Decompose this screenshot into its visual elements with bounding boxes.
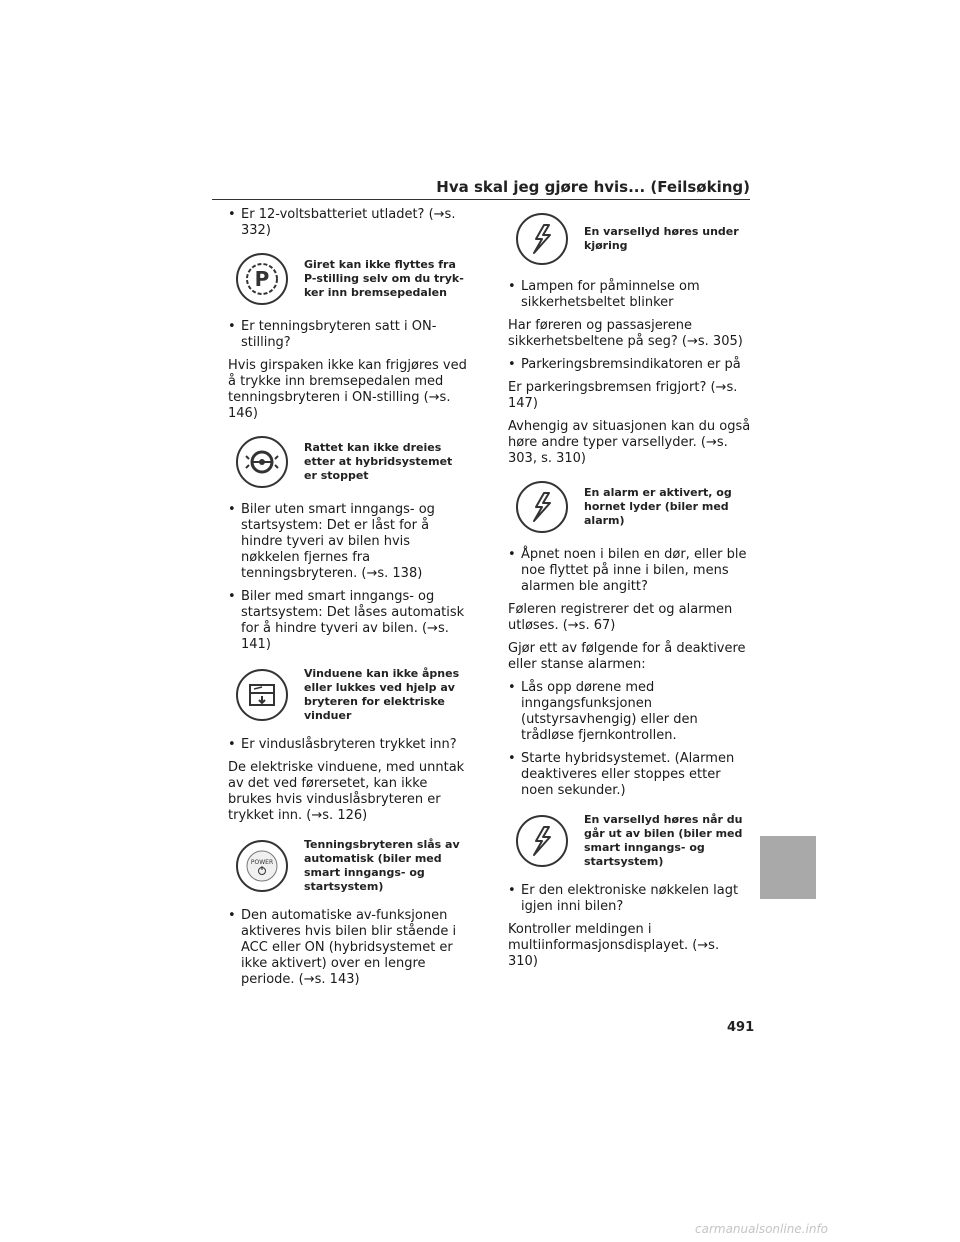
bullet-start-hybrid: • Starte hybridsystemet. (Alarmen deaktiveres eller stoppes etter noen sekunder.)	[508, 751, 753, 799]
subsection-title: Giret kan ikke flyttes fra P-stilling selv om du trykker inn bremsepedalen	[304, 258, 464, 299]
page-number: 491	[727, 1020, 755, 1035]
bullet-key-inside: • Er den elektroniske nøkkelen lagt igjen inni bilen?	[508, 883, 753, 915]
paragraph-parking-brake: Er parkeringsbremsen frigjort? (→s. 147)	[508, 380, 738, 411]
subsection-title: Rattet kan ikke dreies etter at hybridsystemet er stoppet	[304, 441, 453, 482]
park-gear-icon	[236, 253, 288, 305]
footer-watermark: carmanualsonline.info	[695, 1222, 829, 1236]
svg-text:P: P	[254, 267, 270, 291]
bullet-auto-off: • Den automatiske av-funksjonen aktiveres hvis bilen blir stående i ACC eller ON (hybridsystemet er ikke aktivert) over en lengre periode. (→s. 143)	[228, 908, 468, 988]
subsection-steering-lock	[236, 436, 468, 488]
subsection-alarm	[516, 481, 753, 533]
power-button-icon	[236, 840, 288, 892]
steering-lock-icon	[236, 436, 288, 488]
subsection-shift-lock	[236, 253, 468, 305]
bullet-battery: • Er 12-voltsbatteriet utladet? (→s. 332)	[228, 207, 468, 239]
subsection-title: Tenningsbryteren slås av automatisk (biler med smart inngangs- og startsystem)	[304, 838, 460, 893]
subsection-title: Vinduene kan ikke åpnes eller lukkes ved hjelp av bryteren for elektriske vinduer	[304, 667, 460, 722]
bullet-ignition-on: • Er tenningsbryteren satt i ON-stilling?	[228, 319, 468, 351]
page-header-title: Hva skal jeg gjøre hvis... (Feilsøking)	[436, 178, 750, 196]
subsection-warning-driving	[516, 213, 753, 265]
subsection-leave-car	[516, 813, 753, 869]
warning-sound-icon	[516, 213, 568, 265]
subsection-auto-off	[236, 838, 468, 894]
bullet-seatbelt-reminder: • Lampen for påminnelse om sikkerhetsbeltet blinker	[508, 279, 753, 311]
chapter-tab	[760, 836, 816, 899]
bullet-with-smart-entry: • Biler med smart inngangs- og startsystem: Det låses automatisk for å hindre tyveri av bilen. (→s. 141)	[228, 589, 468, 653]
power-label: POWER	[250, 859, 274, 866]
bullet-parking-brake: • Parkeringsbremsindikatoren er på	[508, 357, 753, 373]
subsection-title: En varsellyd høres under kjøring	[584, 225, 739, 252]
left-column	[228, 207, 468, 995]
bullet-door-opened: • Åpnet noen i bilen en dør, eller ble noe flyttet på inne i bilen, mens alarmen ble angitt?	[508, 547, 753, 595]
paragraph-deactivate: Gjør ett av følgende for å deaktivere eller stanse alarmen:	[508, 641, 746, 672]
subsection-title: En varsellyd høres når du går ut av bilen (biler med smart inngangs- og startsystem)	[584, 813, 743, 868]
paragraph-sensor: Føleren registrerer det og alarmen utløses. (→s. 67)	[508, 602, 733, 633]
paragraph-other-sounds: Avhengig av situasjonen kan du også høre andre typer varsellyder. (→s. 303, s. 310)	[508, 419, 751, 466]
bullet-window-lock: • Er vinduslåsbryteren trykket inn?	[228, 737, 468, 753]
subsection-title: En alarm er aktivert, og hornet lyder (biler med alarm)	[584, 486, 732, 527]
bullet-unlock-doors: • Lås opp dørene med inngangsfunksjonen (utstyrsavhengig) eller den trådløse fjernkontrollen.	[508, 680, 753, 744]
warning-sound-icon	[516, 815, 568, 867]
right-column	[508, 207, 753, 977]
paragraph-window-lock: De elektriske vinduene, med unntak av det ved førersetet, kan ikke brukes hvis vinduslåsbryteren er trykket inn. (→s. 126)	[228, 760, 465, 823]
paragraph-check-display: Kontroller meldingen i multiinformasjonsdisplayet. (→s. 310)	[508, 922, 720, 969]
alarm-icon	[516, 481, 568, 533]
subsection-power-windows	[236, 667, 468, 723]
header-divider	[212, 199, 750, 200]
paragraph-shift-release: Hvis girspaken ikke kan frigjøres ved å trykke inn bremsepedalen med tenningsbryteren i ON-stilling (→s. 146)	[228, 358, 467, 421]
window-switch-icon	[236, 669, 288, 721]
paragraph-seatbelts: Har føreren og passasjerene sikkerhetsbeltene på seg? (→s. 305)	[508, 318, 743, 349]
bullet-without-smart-entry: • Biler uten smart inngangs- og startsystem: Det er låst for å hindre tyveri av bilen hvis nøkkelen fjernes fra tenningsbryteren. (→s. 138)	[228, 502, 468, 582]
